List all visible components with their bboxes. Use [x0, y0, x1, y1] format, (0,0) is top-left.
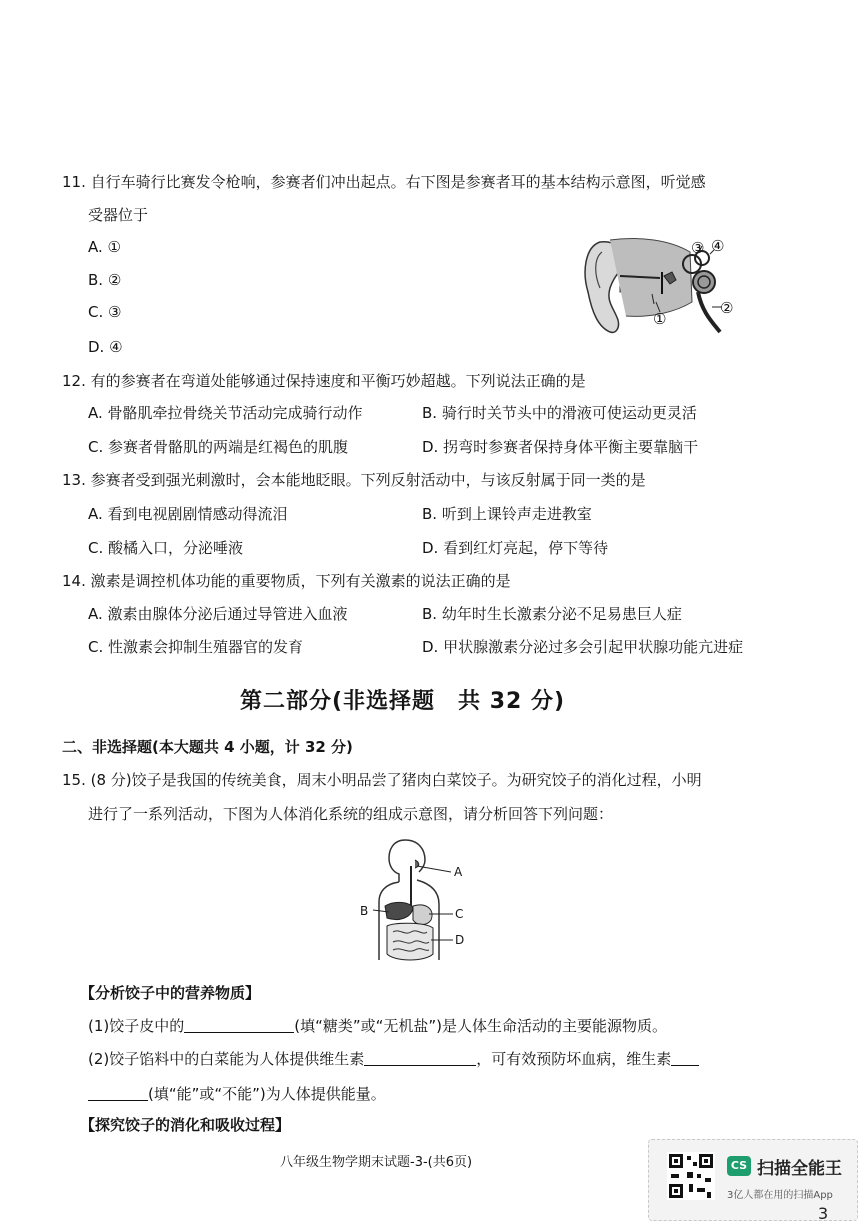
q13-option-c: C. 酸橘入口，分泌唾液: [88, 539, 244, 557]
q13-stem: 13. 参赛者受到强光刺激时，会本能地眨眼。下列反射活动中，与该反射属于同一类的是: [62, 471, 646, 489]
part2-heading: 二、非选择题(本大题共 4 小题，计 32 分): [62, 738, 353, 756]
q12-option-c: C. 参赛者骨骼肌的两端是红褐色的肌腹: [88, 438, 349, 456]
q15-part1-prefix: (1)饺子皮中的: [88, 1017, 185, 1035]
part2-title: 第二部分(非选择题 共 32 分): [240, 689, 566, 714]
q11-option-d: D. ④: [88, 338, 123, 356]
q15-part2: [88, 1049, 699, 1069]
digestive-label-d: D: [455, 933, 465, 947]
q15-part2-blank1[interactable]: [364, 1049, 476, 1066]
q11-stem-line1: 11. 自行车骑行比赛发令枪响，参赛者们冲出起点。右下图是参赛者耳的基本结构示意图，听觉感: [62, 173, 706, 191]
q11-option-c: C. ③: [88, 303, 122, 321]
q11-option-b: B. ②: [88, 271, 122, 289]
ear-label-3: ③: [691, 239, 705, 257]
ear-label-4: ④: [711, 237, 725, 255]
q15-part2-blank2-cont[interactable]: [88, 1084, 148, 1101]
q13-option-b: B. 听到上课铃声走进教室: [422, 505, 592, 523]
q15-part2-mid: ，可有效预防坏血病，维生素: [476, 1050, 672, 1068]
digestive-label-b: B: [360, 904, 369, 918]
q14-option-b: B. 幼年时生长激素分泌不足易患巨人症: [422, 605, 682, 623]
q15-part2-cont-line: [88, 1084, 386, 1104]
digestive-system-diagram: [355, 836, 475, 970]
ear-label-1: ①: [653, 310, 667, 328]
q14-option-a: A. 激素由腺体分泌后通过导管进入血液: [88, 605, 348, 623]
digestive-label-a: A: [454, 865, 463, 879]
q14-option-c: C. 性激素会抑制生殖器官的发育: [88, 638, 304, 656]
digestive-label-c: C: [455, 907, 464, 921]
q11-option-a: A. ①: [88, 238, 121, 256]
q13-option-d: D. 看到红灯亮起，停下等待: [422, 539, 609, 557]
q15-stem-line2: 进行了一系列活动，下图为人体消化系统的组成示意图，请分析回答下列问题：: [88, 805, 614, 823]
camscanner-name: 扫描全能王: [757, 1159, 842, 1179]
q15-sub1-heading: 【分析饺子中的营养物质】: [80, 984, 261, 1002]
q13-option-a: A. 看到电视剧剧情感动得流泪: [88, 505, 288, 523]
ear-structure-diagram: [580, 232, 750, 342]
q14-option-d: D. 甲状腺激素分泌过多会引起甲状腺功能亢进症: [422, 638, 744, 656]
q12-option-b: B. 骑行时关节头中的滑液可使运动更灵活: [422, 404, 697, 422]
page-footer: 八年级生物学期末试题-3-(共6页): [280, 1155, 473, 1170]
q11-stem-line2: 受器位于: [88, 206, 149, 224]
camscanner-tagline: 3亿人都在用的扫描App: [727, 1190, 833, 1201]
q14-stem: 14. 激素是调控机体功能的重要物质，下列有关激素的说法正确的是: [62, 572, 511, 590]
q15-part2-prefix: (2)饺子馅料中的白菜能为人体提供维生素: [88, 1050, 365, 1068]
q12-option-d: D. 拐弯时参赛者保持身体平衡主要靠脑干: [422, 438, 699, 456]
q12-stem: 12. 有的参赛者在弯道处能够通过保持速度和平衡巧妙超越。下列说法正确的是: [62, 372, 586, 390]
q15-part1-suffix: (填“糖类”或“无机盐”)是人体生命活动的主要能源物质。: [294, 1017, 668, 1035]
q15-part2-cont: (填“能”或“不能”)为人体提供能量。: [148, 1085, 386, 1103]
ear-label-2: ②: [720, 299, 734, 317]
q15-part2-blank2[interactable]: [671, 1049, 699, 1066]
q15-stem-line1: 15. (8 分)饺子是我国的传统美食，周末小明品尝了猪肉白菜饺子。为研究饺子的消化过程，小明: [62, 771, 702, 789]
q15-sub2-heading: 【探究饺子的消化和吸收过程】: [80, 1116, 291, 1134]
page-number: 3: [818, 1204, 829, 1223]
camscanner-logo: CS: [727, 1156, 751, 1176]
q12-option-a: A. 骨骼肌牵拉骨绕关节活动完成骑行动作: [88, 404, 363, 422]
q15-part1: [88, 1016, 667, 1036]
q15-part1-blank[interactable]: [184, 1016, 294, 1033]
qr-code-icon: [667, 1152, 715, 1200]
